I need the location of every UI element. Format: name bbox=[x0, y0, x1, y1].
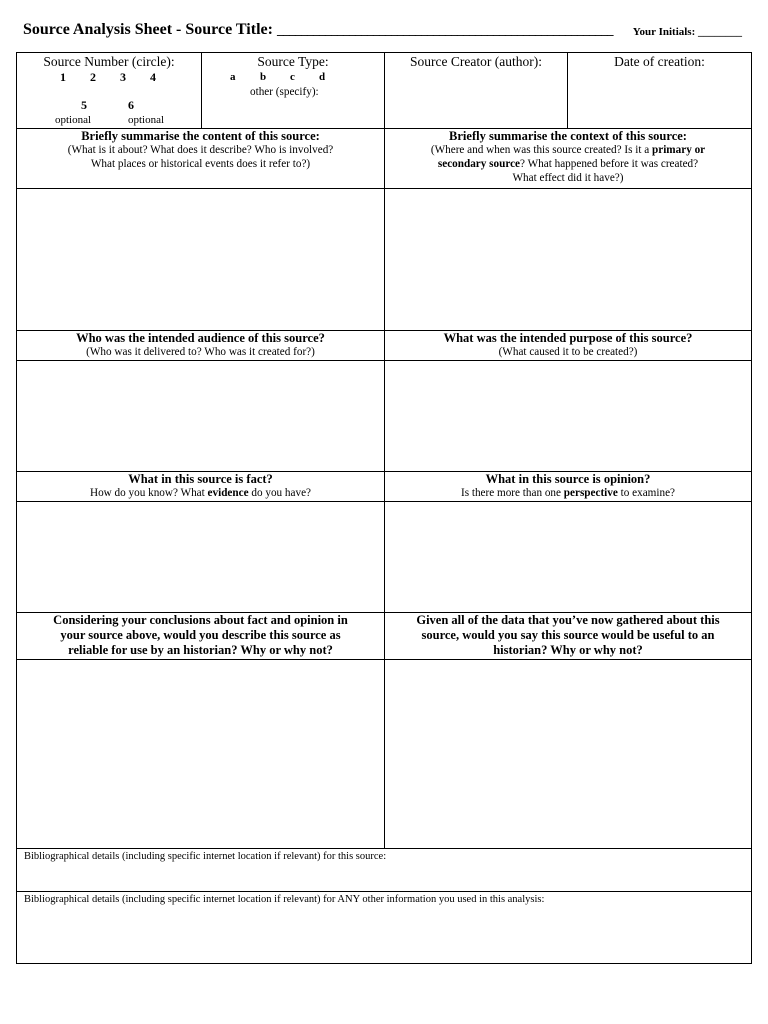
optional-label-6: optional bbox=[128, 114, 165, 126]
number-option-2[interactable]: 2 bbox=[90, 70, 96, 84]
reliable-question-header bbox=[16, 612, 385, 660]
content-question-hint-2: What places or historical events does it refer to?) bbox=[90, 158, 311, 170]
purpose-question-hint: (What caused it to be created?) bbox=[498, 346, 638, 358]
source-title-blank[interactable]: ________________________________________________________ bbox=[276, 22, 613, 37]
bibliography-this-source-label: Bibliographical details (including specific internet location if relevant) for this source: bbox=[24, 851, 387, 862]
type-option-d[interactable]: d bbox=[319, 71, 326, 83]
type-option-b[interactable]: b bbox=[260, 71, 267, 83]
purpose-answer-box[interactable] bbox=[384, 360, 752, 472]
fact-question-title: What in this source is fact? bbox=[128, 472, 273, 486]
bibliography-this-source-box[interactable] bbox=[16, 848, 752, 892]
context-question-hint-1: (Where and when was this source created? Is it a primary or bbox=[430, 144, 706, 156]
audience-answer-box[interactable] bbox=[16, 360, 385, 472]
context-answer-box[interactable] bbox=[384, 188, 752, 331]
content-answer-box[interactable] bbox=[16, 188, 385, 331]
number-option-1[interactable]: 1 bbox=[60, 70, 66, 84]
content-question-header bbox=[16, 128, 385, 189]
number-option-3[interactable]: 3 bbox=[120, 70, 126, 84]
context-question-title: Briefly summarise the context of this source: bbox=[449, 129, 687, 143]
audience-question-header bbox=[16, 330, 385, 361]
fact-question-header bbox=[16, 471, 385, 502]
number-option-5[interactable]: 5 bbox=[81, 98, 87, 112]
initials-blank[interactable]: ________ bbox=[698, 26, 742, 38]
date-of-creation-cell[interactable] bbox=[567, 52, 752, 129]
context-question-header bbox=[384, 128, 752, 189]
reliable-question-text: Considering your conclusions about fact and opinion in your source above, would you describe this source as reliable for use by an historian? Why or why not? bbox=[53, 613, 348, 657]
source-creator-label: Source Creator (author): bbox=[410, 54, 542, 69]
initials-field[interactable] bbox=[633, 26, 742, 38]
content-question-title: Briefly summarise the content of this source: bbox=[81, 129, 320, 143]
fact-question-hint: How do you know? What evidence do you have? bbox=[89, 487, 312, 499]
page-title bbox=[23, 21, 748, 43]
useful-question-text: Given all of the data that you’ve now gathered about this source, would you say this source would be useful to an historian? Why or why not? bbox=[416, 613, 720, 657]
bibliography-other-info-box[interactable] bbox=[16, 891, 752, 964]
reliable-answer-box[interactable] bbox=[16, 659, 385, 849]
source-creator-cell[interactable] bbox=[384, 52, 568, 129]
opinion-question-header bbox=[384, 471, 752, 502]
content-question-hint-1: (What is it about? What does it describe? Who is involved? bbox=[67, 144, 334, 156]
fact-answer-box[interactable] bbox=[16, 501, 385, 613]
initials-label: Your Initials: bbox=[632, 26, 696, 38]
source-number-cell[interactable] bbox=[16, 52, 202, 129]
type-option-c[interactable]: c bbox=[290, 71, 295, 83]
useful-answer-box[interactable] bbox=[384, 659, 752, 849]
audience-question-title: Who was the intended audience of this source? bbox=[76, 331, 325, 345]
date-of-creation-label: Date of creation: bbox=[614, 54, 705, 69]
context-question-hint-2: secondary source? What happened before it was created? bbox=[437, 158, 699, 170]
bibliography-other-info-label: Bibliographical details (including specific internet location if relevant) for ANY other information you used in this analysis: bbox=[24, 894, 545, 905]
number-option-4[interactable]: 4 bbox=[150, 70, 156, 84]
other-specify-label: other (specify): bbox=[250, 86, 319, 98]
purpose-question-title: What was the intended purpose of this source? bbox=[443, 331, 693, 345]
purpose-question-header bbox=[384, 330, 752, 361]
optional-label-5: optional bbox=[55, 114, 92, 126]
source-number-label: Source Number (circle): bbox=[43, 54, 175, 69]
source-type-label: Source Type: bbox=[257, 54, 329, 69]
number-option-6[interactable]: 6 bbox=[128, 98, 134, 112]
opinion-answer-box[interactable] bbox=[384, 501, 752, 613]
title-label: Source Analysis Sheet - Source Title: bbox=[23, 21, 273, 38]
opinion-question-hint: Is there more than one perspective to examine? bbox=[460, 487, 676, 499]
opinion-question-title: What in this source is opinion? bbox=[485, 472, 651, 486]
source-type-cell[interactable] bbox=[201, 52, 385, 129]
useful-question-header bbox=[384, 612, 752, 660]
type-option-a[interactable]: a bbox=[230, 71, 236, 83]
audience-question-hint: (Who was it delivered to? Who was it created for?) bbox=[86, 346, 315, 358]
context-question-hint-3: What effect did it have?) bbox=[512, 172, 624, 184]
